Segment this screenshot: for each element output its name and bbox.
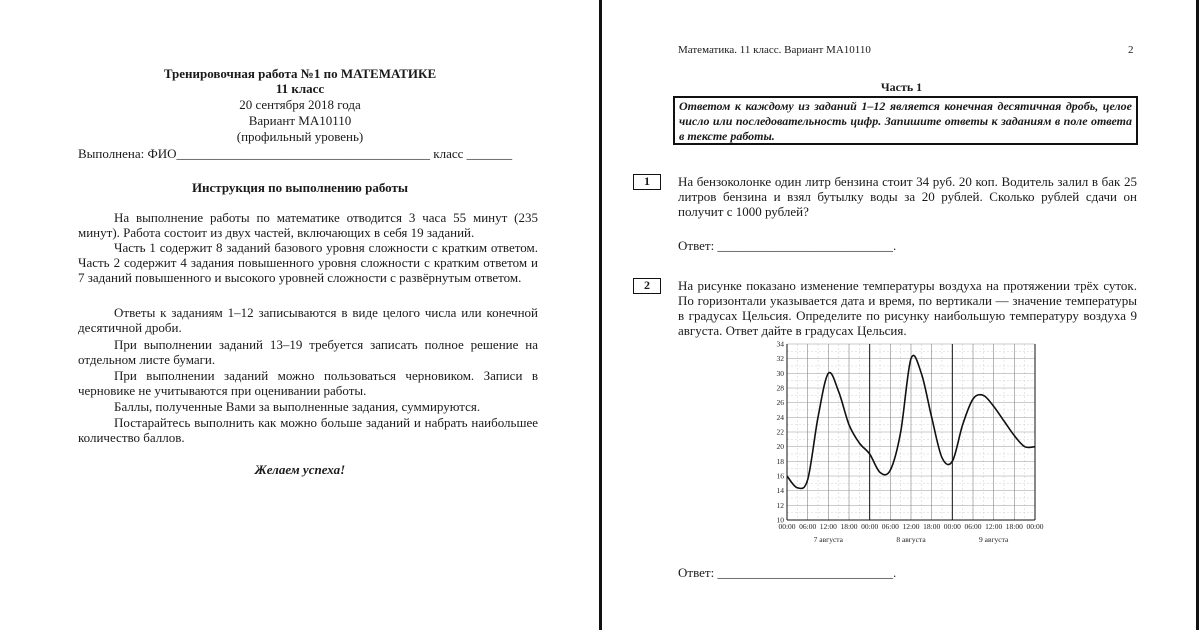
x-tick-label: 06:00 [964,522,982,531]
instruction-paragraph: При выполнении заданий 13–19 требуется записать полное решение на отдельном листе бумаги. [78,337,538,367]
document-title: Тренировочная работа №1 по МАТЕМАТИКЕ [163,66,437,81]
instruction-paragraph: Постарайтесь выполнить как можно больше заданий и набрать наибольшее количество баллов. [78,415,538,445]
y-tick-label: 14 [776,486,784,496]
chart-svg [760,338,1050,548]
part-title: Часть 1 [880,80,923,94]
x-tick-label: 12:00 [819,522,837,531]
y-tick-label: 28 [776,383,784,393]
fio-label: Выполнена: ФИО [78,146,177,161]
task-number-box: 1 [633,174,661,190]
fio-row [78,146,512,162]
instruction-title: Инструкция по выполнению работы [191,180,409,195]
variant-label: Вариант МА10110 [248,113,352,128]
x-tick-label: 00:00 [778,522,796,531]
answer-format-notice: Ответом к каждому из заданий 1–12 является конечная десятичная дробь, целое число или последовательность цифр. Запишите ответы к заданиям в поле ответа в тексте работы. [673,96,1138,145]
running-header: Математика. 11 класс. Вариант МА10110 [678,44,871,56]
answer-field[interactable]: Ответ: ___________________________. [678,238,897,253]
grade-label: 11 класс [275,81,325,96]
day-label: 8 августа [896,535,926,544]
x-tick-label: 00:00 [861,522,879,531]
temperature-chart [760,338,1050,548]
y-tick-label: 16 [776,471,784,481]
instruction-paragraph: Баллы, полученные Вами за выполненные задания, суммируются. [114,399,481,414]
y-tick-label: 22 [776,427,784,437]
x-tick-label: 12:00 [902,522,920,531]
y-tick-label: 12 [776,500,784,510]
x-tick-label: 00:00 [1026,522,1044,531]
x-tick-label: 00:00 [943,522,961,531]
task-text: На рисунке показано изменение температуры воздуха на протяжении трёх суток. По горизонтали указывается дата и время, по вертикали — значение температуры в градусах Цельсия. Определите по рисунку наибольшую температуру воздуха 9 августа. Ответ дайте в градусах Цельсия. [678,278,1137,338]
class-label: класс [433,146,464,161]
x-tick-label: 12:00 [985,522,1003,531]
instruction-paragraph: При выполнении заданий можно пользоваться черновиком. Записи в черновике не учитываются при оценивании работы. [78,368,538,398]
x-tick-label: 18:00 [923,522,941,531]
instruction-paragraph: Часть 1 содержит 8 заданий базового уровня сложности с кратким ответом. Часть 2 содержит 4 задания повышенного уровня сложности с кратким ответом и 7 заданий повышенного и высокого уровней сложности с развёрнутым ответом. [78,240,538,285]
x-tick-label: 18:00 [1005,522,1023,531]
date-label: 20 сентября 2018 года [239,97,361,112]
fio-field[interactable]: _______________________________________ [176,146,431,161]
y-tick-label: 24 [776,412,784,422]
answer-field[interactable]: Ответ: ___________________________. [678,565,897,580]
y-tick-label: 20 [776,442,784,452]
level-label: (профильный уровень) [236,129,364,144]
task-text: На бензоколонке один литр бензина стоит 34 руб. 20 коп. Водитель залил в бак 25 литров бензина и взял бутылку воды за 20 рублей. Сколько рублей сдачи он получит с 1000 рублей? [678,174,1137,219]
y-tick-label: 30 [776,368,784,378]
y-tick-label: 26 [776,398,784,408]
day-label: 7 августа [813,535,844,544]
task-number-box: 2 [633,278,661,294]
page-number: 2 [1128,44,1134,56]
y-tick-label: 34 [776,339,784,349]
y-tick-label: 18 [776,456,784,466]
day-label: 9 августа [978,535,1009,544]
x-tick-label: 06:00 [799,522,817,531]
class-field[interactable]: _______ [466,146,513,161]
y-tick-label: 32 [776,354,784,364]
x-tick-label: 06:00 [881,522,899,531]
closing-wish: Желаем успеха! [254,462,346,477]
instruction-paragraph: На выполнение работы по математике отводится 3 часа 55 минут (235 минут). Работа состоит из двух частей, включающих в себя 19 заданий. [78,210,538,240]
x-tick-label: 18:00 [840,522,858,531]
instruction-paragraph: Ответы к заданиям 1–12 записываются в виде целого числа или конечной десятичной дроби. [78,305,538,335]
y-tick-label: 10 [776,515,784,525]
